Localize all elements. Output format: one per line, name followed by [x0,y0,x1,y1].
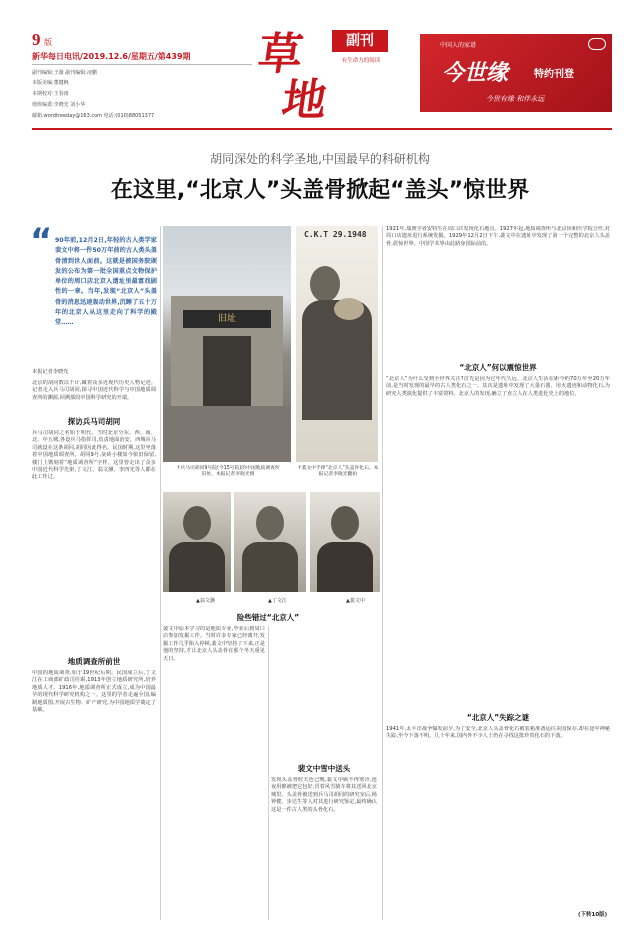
sponsor-brand-logo [588,38,606,50]
editors-line: 副刊编辑:王薇 副刊编辑:凌鹏 [32,70,97,76]
page-number: 9 [32,30,41,49]
section-body-4: 发现头盖骨时天色已晚,裴文中顾不得寒冷,连夜用棉被把它包好,冒着风雪骑车将其送回北京城里。头盖骨被送到兵马司胡同的研究室后,杨钟健、步达生等人对其进行研究鉴定,最终确认这是一件古人类的头骨化石。 [271,777,377,813]
section-logo [254,18,330,126]
lead-paragraph: 90年前,12月2日,年轻的古人类学家裴文中将一件50万年前的古人类头盖骨清到世人面前。这就是被国务院颁发的公布为第一批全国重点文物保护单位的周口店北京人遗址里最富戏剧性的一章。当年,发现“北京人”头盖骨的消息迅速轰动世界,沉睡了五十万年的北京人从这里走向了科学的殿堂…… [55,237,157,327]
photo-caption-2: ↑裴文中手捧“北京人”头盖骨化石。本报记者李晓光翻拍 [297,466,379,478]
sponsor-subtitle: 特约刊登 [534,69,574,80]
logo-char-1: 草 [254,29,306,80]
sponsor-slogan: 今世有缘 和伴永远 [486,95,545,103]
section-heading-4: 裴文中雪中送头 [297,764,351,773]
column-divider-1 [160,226,161,920]
portrait-3 [310,492,380,592]
section-badge: 副刊 [332,30,388,52]
section-body-1: 兵马司胡同之名始于明代。当时北京分东、西、南、北、中五城,各设兵马指挥司,负责地面治安。西城兵马司就设在这条胡同,胡同因此得名。民国时期,这里坐落着中国地质调查所。胡同9号,灰砖小楼如今依旧保留,楼门上镌刻着“地质调查所”字样。这里曾走出了众多中国近代科学先驱,丁文江、翁文灏、李四光等人都在此工作过。 [32,430,156,481]
column-divider-2 [268,626,269,920]
section-body-3a: 裴文中原本学习的是地质专业,毕业后到周口店参加发掘工作。当时许多专家已经离开,发掘工作几乎陷入停顿,裴文中坚持了下来,正是他的坚持,才让北京人头盖骨在那个冬天重见天日。 [163,626,265,662]
portrait-1 [163,492,231,592]
dept-line: 值班编委:李晓光 刘小华 [32,102,86,108]
art-editor-line: 本版美编:董键枫 [32,80,69,86]
portrait-2 [234,492,306,592]
sponsor-banner [420,34,612,112]
logo-char-2: 地 [278,75,330,126]
gate-door [203,336,251,406]
skull-photo [296,226,378,462]
section-heading-1: 探访兵马司胡同 [67,417,121,426]
continue-note: (下转10版) [578,912,608,918]
section-body-5: 1921年,瑞典学者安特生在周口店发现化石地点。1927年起,地质调查所与北京协和医学院合作,对周口店遗址进行系统发掘。1929年12月2日下午,裴文中在遗址中发现了第一个完整的北京人头盖骨,震惊世界。中国学术界由此跻身国际前沿。 [386,226,610,247]
building-photo [163,226,291,462]
person-body [302,300,372,420]
section-heading-7: “北京人”失踪之谜 [466,713,530,722]
contact-line: 邮箱:wordtreeday@163.com 电话:(010)88051377 [32,113,155,119]
section-heading-2: 地质调查所前世 [67,657,121,666]
gate-pavement [163,406,291,462]
issue-line: 新华每日电讯/2019.12.6/星期五/第439期 [32,52,191,61]
kicker: 胡同深处的科学圣地,中国最早的科研机构 [210,152,430,166]
gate-plaque: 旧址 [183,310,271,328]
portrait-2-head [256,506,284,540]
portrait-caption-3: ▲裴文中 [346,598,365,604]
masthead-bottom-rule [32,128,612,130]
masthead-divider [32,64,252,65]
section-body-6: “北京人”为什么受到全世界关注?首先是因为它年代久远。北京人生活在距今约70万年至20万年前,是当时发现的最早的古人类化石之一。其次是遗址中发现了大量石器、用火遗迹和动物化石,为研究人类演化提供了丰富资料。北京人的发现,确立了直立人在人类进化史上的地位。 [386,376,610,397]
headline: 在这里,“北京人”头盖骨掀起“盖头”惊世界 [110,178,530,203]
section-heading-3: 险些错过“北京人” [236,613,300,622]
byline: 本报记者李晓光 [32,369,69,375]
column-divider-3 [382,226,383,920]
section-body-2: 中国的地质调查,始于19世纪后期。民国成立后,丁文江在工商部矿政司任职,1913年创立地质研究所,培养地质人才。1916年,地质调查所正式成立,成为中国最早的现代科学研究机构之一。这里的学者走遍全国,编制地质图,开展古生物、矿产研究,为中国地质学奠定了基础。 [32,670,156,714]
portrait-caption-2: ▲丁文江 [268,598,287,604]
photo-caption-1: ↑兵马司胡同9号院(今15号院)的中国地质调查所旧址。本报记者李晓光摄 [176,466,280,478]
proof-line: 本期校对:王春雨 [32,91,69,97]
sponsor-title: 今世缘 [442,60,509,86]
skull-fossil [334,298,364,320]
section-heading-6: “北京人”何以震惊世界 [459,363,537,372]
lead-quote-mark: “ [30,221,53,261]
portrait-3-head [331,506,359,540]
page-number-label: 版 [44,38,52,47]
intro-paragraph: 北京的胡同数以千计,藏着众多近现代历史人物足迹。记者走入兵马司胡同,探寻中国近代科学与中国地质调查所的渊源,回溯那段中国科学研究的开端。 [32,380,156,401]
person-head [310,266,340,302]
portrait-2-body [242,542,298,592]
portrait-1-head [183,506,211,540]
section-slogan: 有生命力的阅读 [341,58,381,64]
sponsor-banner-top: 中国人的家谱 [440,42,477,49]
portrait-3-body [317,542,373,592]
skull-photo-label: C.K.T 29.1948 [304,230,367,239]
portrait-caption-1: ▲翁文灏 [196,598,215,604]
section-body-7: 1941年,太平洋战争爆发前夕,为了安全,北京人头盖骨化石被装箱准备运往美国保存,却在途中神秘失踪,至今下落不明。几十年来,国内外不少人士仍在寻找这批珍贵化石的下落。 [386,726,610,740]
portrait-1-body [169,542,225,592]
